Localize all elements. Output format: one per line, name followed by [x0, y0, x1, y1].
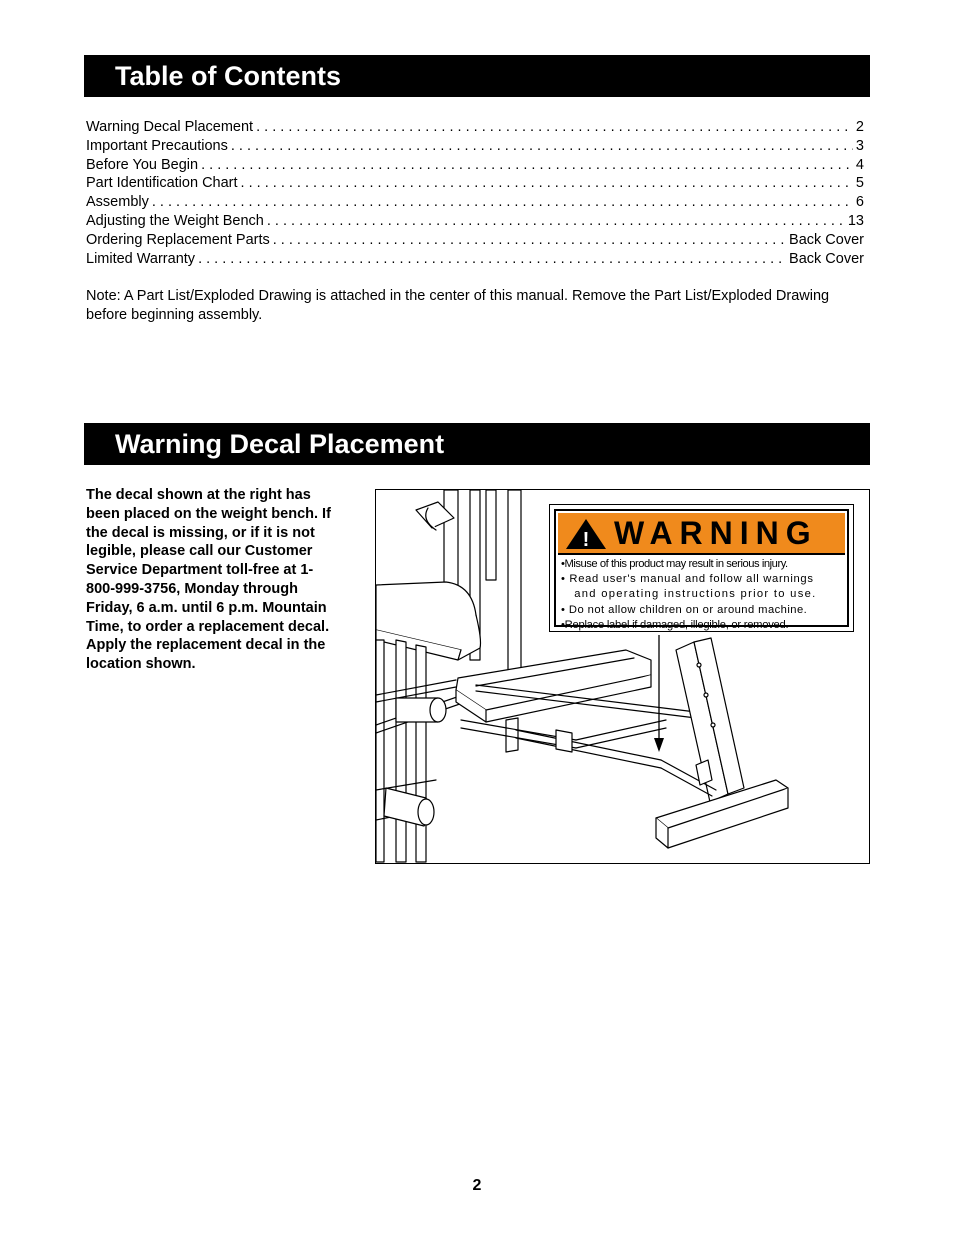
toc-entry-label: Before You Begin: [86, 156, 199, 173]
decal-line: • Do not allow children on or around machine.: [561, 603, 808, 616]
warning-triangle-icon: [565, 518, 607, 550]
toc-entry[interactable]: [86, 118, 864, 137]
decal-header: [558, 513, 845, 555]
toc-entry-label: Part Identification Chart: [86, 175, 238, 192]
toc-entry-page: Back Cover: [789, 250, 864, 267]
toc-entry-page: Back Cover: [789, 231, 864, 248]
toc-entry[interactable]: [86, 137, 864, 156]
toc-entry-label: Important Precautions: [86, 137, 228, 154]
toc-entry-label: Warning Decal Placement: [86, 119, 254, 135]
toc-entry-page: 6: [855, 194, 864, 211]
decal-title: WARNING: [614, 515, 818, 551]
toc-entry-page: 5: [855, 175, 864, 192]
toc-entry[interactable]: [86, 231, 864, 250]
decal-border: [554, 509, 849, 631]
arrow-head: [654, 738, 664, 752]
toc-entry-label: Limited Warranty: [86, 250, 196, 267]
decal-line: •Misuse of this product may result in serious injury.: [561, 558, 788, 570]
warning-decal-heading: Warning Decal Placement: [84, 423, 870, 465]
dot-leader: [152, 193, 853, 212]
toc-entry-label: Adjusting the Weight Bench: [86, 212, 264, 229]
dot-leader: [231, 137, 853, 156]
toc-list: [86, 118, 864, 268]
toc-entry-page: 4: [855, 156, 864, 173]
toc-entry[interactable]: [86, 193, 864, 212]
toc-entry-page: 13: [847, 212, 864, 229]
page-number: 2: [472, 1177, 482, 1194]
dot-leader: [273, 231, 786, 250]
decal-line: •Replace label if damaged, illegible, or removed.: [561, 618, 789, 631]
decal-line: • Read user's manual and follow all warnings: [561, 573, 814, 586]
toc-entry-page: 2: [855, 119, 864, 135]
dot-leader: [198, 250, 786, 269]
toc-entry[interactable]: [86, 174, 864, 193]
toc-note: Note: A Part List/Exploded Drawing is attached in the center of this manual. Remove the Part List/Exploded Drawing before beginning assembly.: [86, 288, 830, 323]
exclamation-mark: !: [582, 529, 590, 550]
decal-text: [561, 557, 844, 633]
warning-decal: [549, 504, 854, 632]
dot-leader: [241, 174, 853, 193]
toc-entry[interactable]: [86, 212, 864, 231]
toc-entry[interactable]: [86, 250, 864, 269]
dot-leader: [256, 118, 853, 137]
toc-entry-label: Assembly: [86, 194, 149, 211]
toc-entry-page: 3: [855, 137, 864, 154]
decal-instructions: The decal shown at the right has been placed on the weight bench. If the decal is missing, or if it is not legible, please call our Customer Service Department toll-free at 1-800-999-3756, Monday through Friday, 6 a.m. until 6 p.m. Mountain Time, to order a replacement decal. Apply the replacement decal in the location shown.: [86, 487, 331, 673]
toc-entry[interactable]: [86, 156, 864, 175]
toc-entry-label: Ordering Replacement Parts: [86, 231, 270, 248]
dot-leader: [267, 212, 845, 231]
dot-leader: [201, 156, 853, 175]
toc-heading: Table of Contents: [84, 55, 870, 97]
decal-line: and operating instructions prior to use.: [561, 588, 817, 601]
